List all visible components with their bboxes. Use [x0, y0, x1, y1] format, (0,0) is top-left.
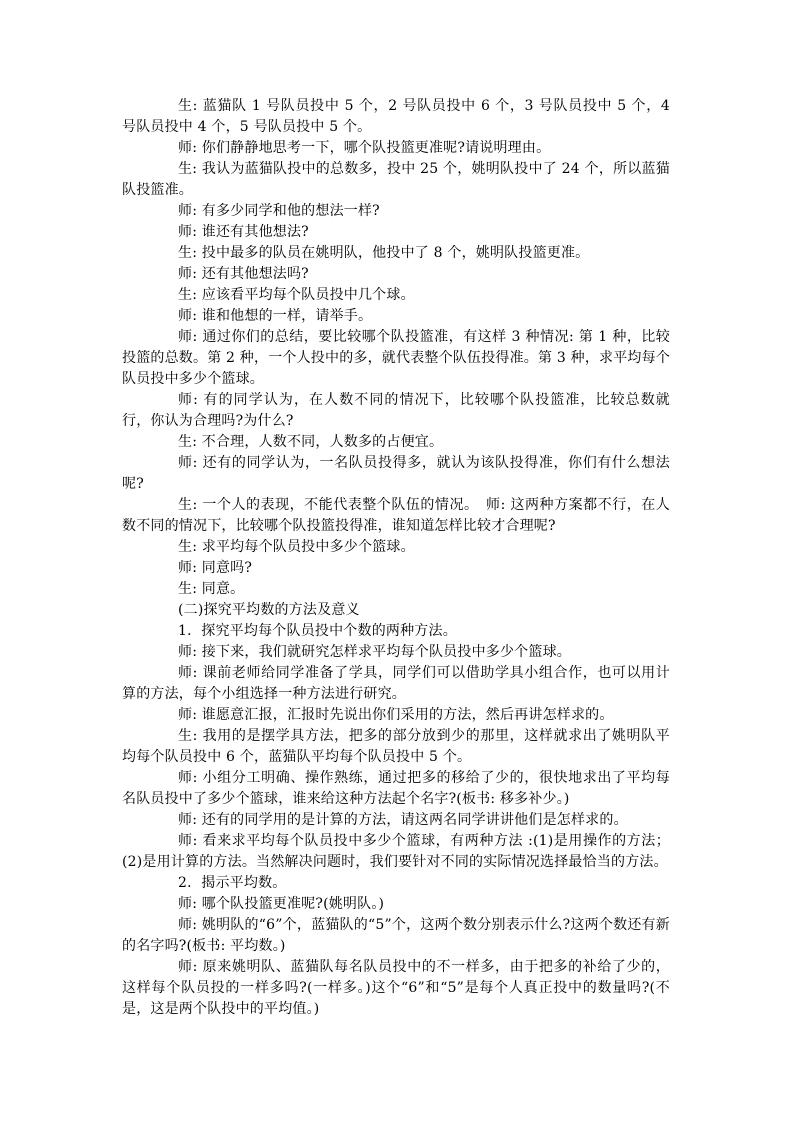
paragraph-22: 师: 谁愿意汇报，汇报时先说出你们采用的方法，然后再讲怎样求的。	[178, 707, 614, 723]
paragraph-28: 师: 哪个队投篮更准呢?(姚明队。)	[178, 896, 385, 912]
paragraph-17: 生: 同意。	[178, 581, 245, 597]
paragraph-30: 师: 原来姚明队、蓝猫队每名队员投中的不一样多，由于把多的补给了少的，这样每个队员投的一样多吗?(一样多。)这个“6”和“5”是每个人真正投中的数量吗?(不是，这是两个队投中的平均值。)	[122, 959, 670, 1017]
paragraph-2: 师: 你们静静地思考一下，哪个队投篮更准呢?请说明理由。	[178, 140, 551, 156]
paragraph-7: 师: 还有其他想法吗?	[178, 266, 309, 282]
paragraph-11: 师: 有的同学认为，在人数不同的情况下，比较哪个队投篮准，比较总数就行，你认为合理吗?为什么?	[122, 392, 670, 429]
paragraph-8: 生: 应该看平均每个队员投中几个球。	[178, 287, 415, 303]
section-heading: (二)探究平均数的方法及意义	[178, 602, 360, 618]
paragraph-5: 师: 谁还有其他想法?	[178, 224, 309, 240]
paragraph-20: 师: 接下来，我们就研究怎样求平均每个队员投中多少个篮球。	[178, 644, 571, 660]
paragraph-4: 师: 有多少同学和他的想法一样?	[178, 203, 380, 219]
paragraph-24: 师: 小组分工明确、操作熟练，通过把多的移给了少的，很快地求出了平均每名队员投中了多少个篮球，谁来给这种方法起个名字?(板书: 移多补少。)	[122, 770, 670, 807]
document-page	[122, 96, 670, 1020]
paragraph-3: 生: 我认为蓝猫队投中的总数多，投中 25 个，姚明队投中了 24 个，所以蓝猫队投篮准。	[122, 161, 670, 198]
paragraph-21: 师: 课前老师给同学准备了学具，同学们可以借助学具小组合作，也可以用计算的方法，每个小组选择一种方法进行研究。	[122, 665, 670, 702]
paragraph-1: 生: 蓝猫队 1 号队员投中 5 个，2 号队员投中 6 个，3 号队员投中 5 个，4 号队员投中 4 个，5 号队员投中 5 个。	[122, 98, 670, 135]
paragraph-10: 师: 通过你们的总结，要比较哪个队投篮准，有这样 3 种情况: 第 1 种，比较投篮的总数。第 2 种，一个人投中的多，就代表整个队伍投得准。第 3 种，求平均每个队员投中多少个篮球。	[122, 329, 671, 387]
paragraph-14: 生: 一个人的表现，不能代表整个队伍的情况。 师: 这两种方案都不行，在人数不同的情况下，比较哪个队投篮投得准，谁知道怎样比较才合理呢?	[122, 497, 670, 534]
paragraph-26: 师: 看来求平均每个队员投中多少个篮球，有两种方法 :(1)是用操作的方法；(2)是用计算的方法。当然解决问题时，我们要针对不同的实际情况选择最恰当的方法。	[122, 833, 670, 870]
paragraph-6: 生: 投中最多的队员在姚明队，他投中了 8 个，姚明队投篮更准。	[178, 245, 590, 261]
paragraph-29: 师: 姚明队的“6”个，蓝猫队的“5”个，这两个数分别表示什么?这两个数还有新的名字吗?(板书: 平均数。)	[122, 917, 670, 954]
paragraph-12: 生: 不合理，人数不同，人数多的占便宜。	[178, 434, 444, 450]
paragraph-25: 师: 还有的同学用的是计算的方法，请这两名同学讲讲他们是怎样求的。	[178, 812, 628, 828]
paragraph-9: 师: 谁和他想的一样，请举手。	[178, 308, 373, 324]
paragraph-15: 生: 求平均每个队员投中多少个篮球。	[178, 539, 415, 555]
subsection-heading-2: 2．揭示平均数。	[178, 875, 287, 891]
subsection-heading-1: 1．探究平均每个队员投中个数的两种方法。	[178, 623, 457, 639]
paragraph-13: 师: 还有的同学认为，一名队员投得多，就认为该队投得准，你们有什么想法呢?	[122, 455, 670, 492]
paragraph-16: 师: 同意吗?	[178, 560, 253, 576]
paragraph-23: 生: 我用的是摆学具方法，把多的部分放到少的那里，这样就求出了姚明队平均每个队员投中 6 个，蓝猫队平均每个队员投中 5 个。	[122, 728, 670, 765]
